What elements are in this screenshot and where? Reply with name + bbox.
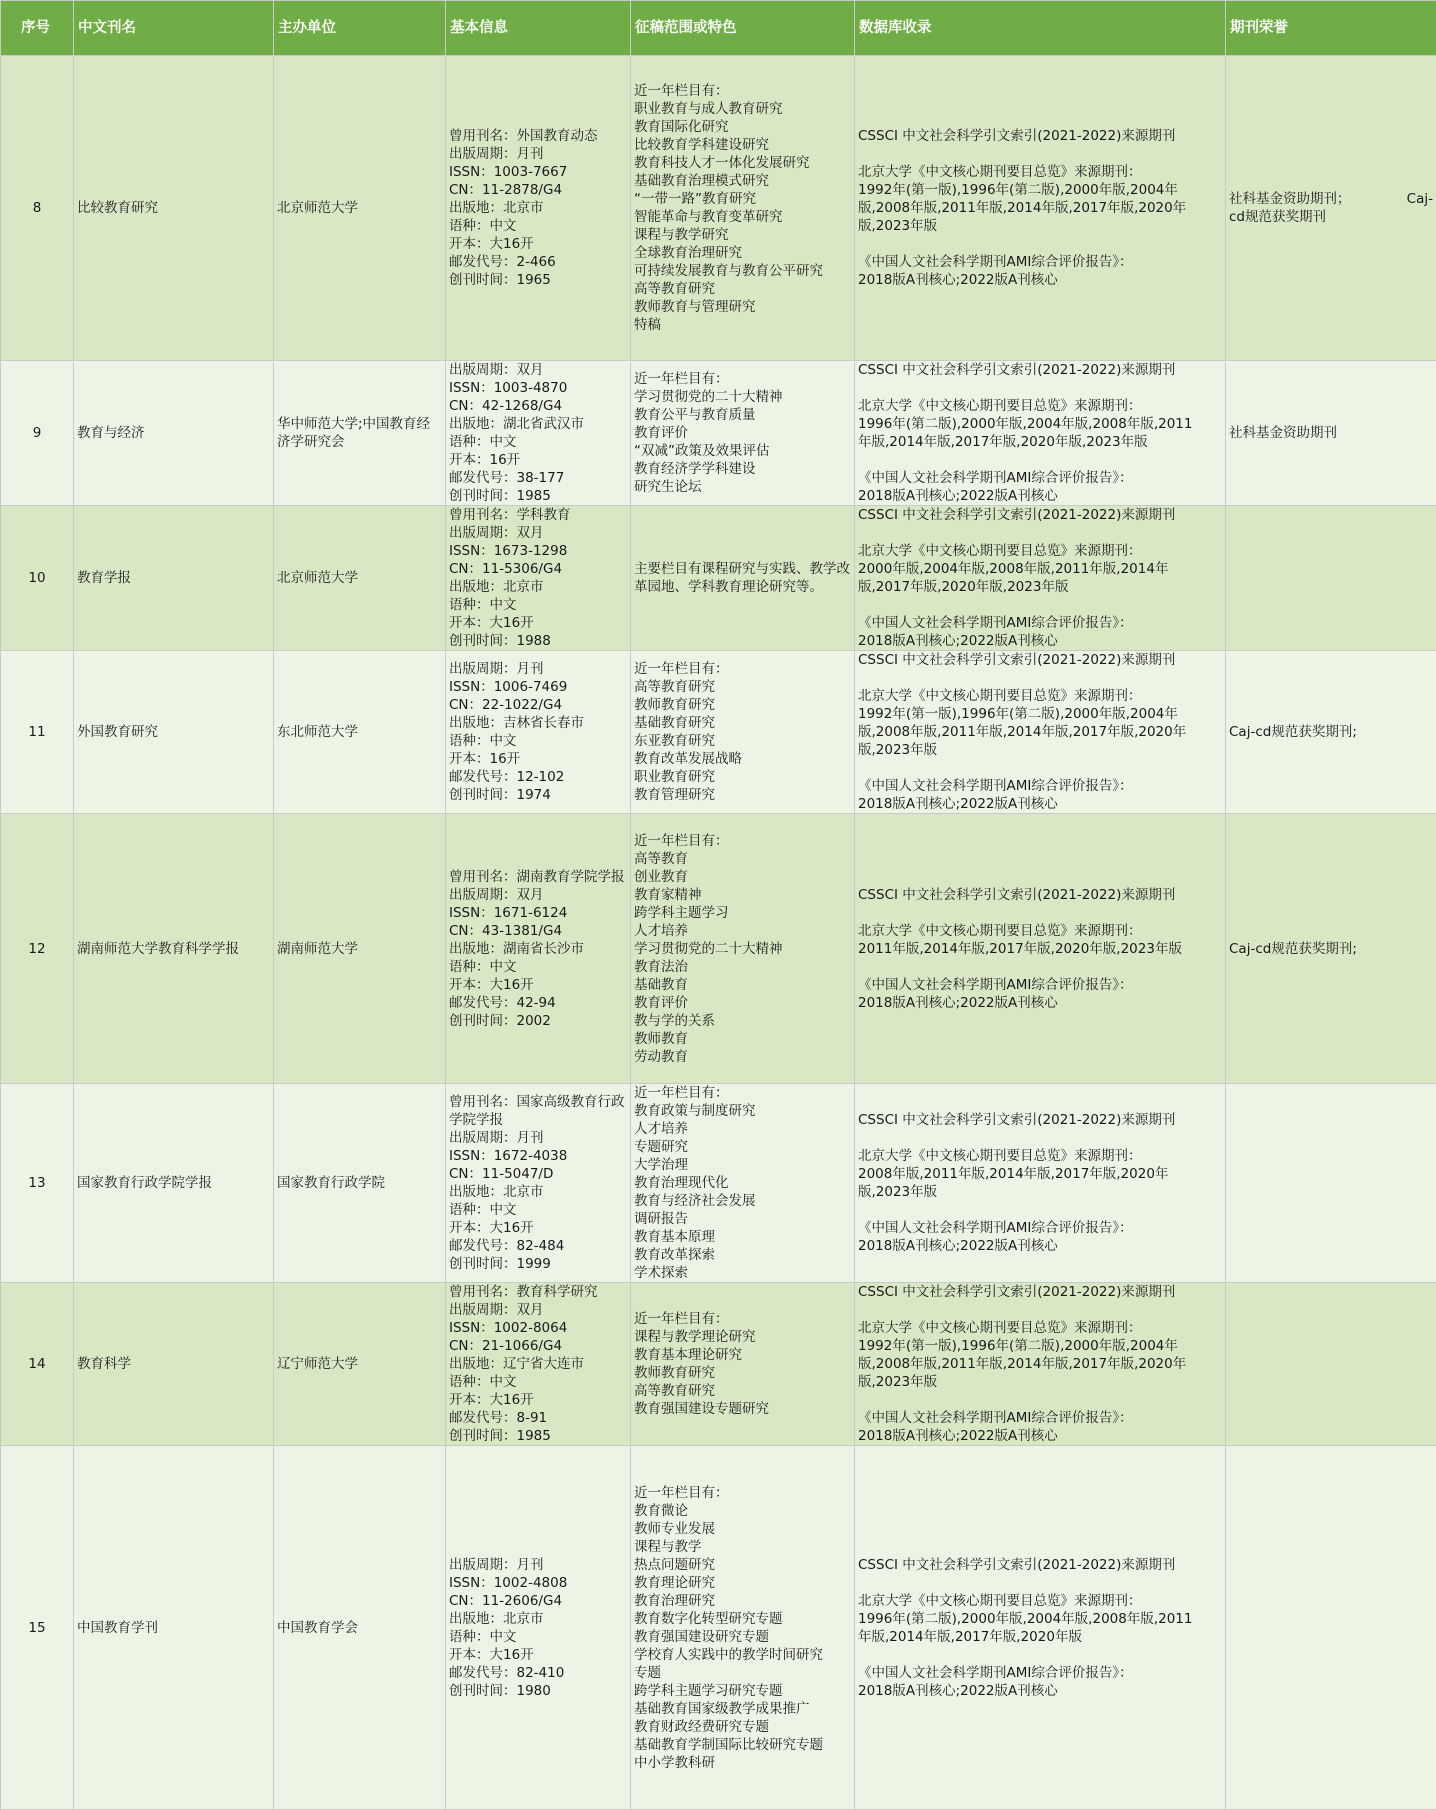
cssci-line: CSSCI 中文社会科学引文索引(2021-2022)来源期刊 (858, 127, 1222, 145)
pku-title: 北京大学《中文核心期刊要目总览》来源期刊： (858, 1147, 1222, 1165)
info-line: 语种：中文 (449, 958, 627, 976)
scope-line: 教育强国建设研究专题 (634, 1628, 851, 1646)
info-line: CN：11-2878/G4 (449, 181, 627, 199)
scope-line: 大学治理 (634, 1156, 851, 1174)
pku-line: 版,2023年版 (858, 217, 1222, 235)
cell-seq: 15 (1, 1446, 74, 1810)
info-line: ISSN：1002-8064 (449, 1319, 627, 1337)
info-line: CN：11-2606/G4 (449, 1592, 627, 1610)
cell-db (855, 814, 1226, 1084)
header-db: 数据库收录 (855, 1, 1226, 56)
pku-line: 年版,2014年版,2017年版,2020年版 (858, 1628, 1222, 1646)
pku-title: 北京大学《中文核心期刊要目总览》来源期刊： (858, 542, 1222, 560)
info-line: 出版地：北京市 (449, 1610, 627, 1628)
pku-line: 版,2008年版,2011年版,2014年版,2017年版,2020年 (858, 199, 1222, 217)
cell-host: 华中师范大学;中国教育经济学研究会 (274, 361, 446, 506)
pku-title: 北京大学《中文核心期刊要目总览》来源期刊： (858, 922, 1222, 940)
info-line: 出版周期：双月 (449, 361, 627, 379)
scope-line: “一带一路”教育研究 (634, 190, 851, 208)
info-line: 曾用刊名：湖南教育学院学报 (449, 868, 627, 886)
info-line: 出版地：辽宁省大连市 (449, 1355, 627, 1373)
info-line: 语种：中文 (449, 433, 627, 451)
table-row (1, 56, 1436, 361)
scope-line: 人才培养 (634, 1120, 851, 1138)
ami-line: 2018版A刊核心;2022版A刊核心 (858, 632, 1222, 650)
cell-honor (1226, 1446, 1436, 1810)
cell-host: 北京师范大学 (274, 506, 446, 651)
scope-line: 创业教育 (634, 868, 851, 886)
cell-info (446, 1446, 631, 1810)
cell-honor (1226, 361, 1436, 506)
info-line: 出版地：湖南省长沙市 (449, 940, 627, 958)
scope-line: 基础教育 (634, 976, 851, 994)
scope-line: 教育管理研究 (634, 786, 851, 804)
pku-line: 年版,2014年版,2017年版,2020年版,2023年版 (858, 433, 1222, 451)
cell-info (446, 506, 631, 651)
scope-line: 教师专业发展 (634, 1520, 851, 1538)
info-line: 语种：中文 (449, 217, 627, 235)
cell-seq: 13 (1, 1084, 74, 1283)
scope-line: 跨学科主题学习研究专题 (634, 1682, 851, 1700)
table-row (1, 361, 1436, 506)
info-line: 创刊时间：1985 (449, 487, 627, 505)
scope-line: 教育评价 (634, 994, 851, 1012)
ami-line: 2018版A刊核心;2022版A刊核心 (858, 795, 1222, 813)
scope-line: 教师教育 (634, 1030, 851, 1048)
scope-line: 高等教育 (634, 850, 851, 868)
scope-line: 中小学教科研 (634, 1754, 851, 1772)
info-line: 邮发代号：8-91 (449, 1409, 627, 1427)
scope-line: 专题研究 (634, 1138, 851, 1156)
scope-line: 教育治理现代化 (634, 1174, 851, 1192)
info-line: 开本：大16开 (449, 614, 627, 632)
scope-line: 基础教育研究 (634, 714, 851, 732)
honor-right: Caj- (1407, 190, 1433, 208)
cell-db (855, 651, 1226, 814)
info-line: 曾用刊名：国家高级教育行政学院学报 (449, 1093, 627, 1129)
cssci-line: CSSCI 中文社会科学引文索引(2021-2022)来源期刊 (858, 886, 1222, 904)
scope-line: “双减”政策及效果评估 (634, 442, 851, 460)
scope-line: 学校育人实践中的教学时间研究 (634, 1646, 851, 1664)
scope-line: 教育与经济社会发展 (634, 1192, 851, 1210)
info-line: 开本：16开 (449, 750, 627, 768)
scope-line: 可持续发展教育与教育公平研究 (634, 262, 851, 280)
info-line: 创刊时间：1980 (449, 1682, 627, 1700)
cell-scope (631, 1283, 855, 1446)
pku-title: 北京大学《中文核心期刊要目总览》来源期刊： (858, 1319, 1222, 1337)
scope-line: 学术探索 (634, 1264, 851, 1282)
table-row (1, 1446, 1436, 1810)
scope-line: 教师教育与管理研究 (634, 298, 851, 316)
scope-line: 劳动教育 (634, 1048, 851, 1066)
info-line: 出版地：吉林省长春市 (449, 714, 627, 732)
ami-line: 2018版A刊核心;2022版A刊核心 (858, 1682, 1222, 1700)
info-line: 语种：中文 (449, 1373, 627, 1391)
cell-honor (1226, 56, 1436, 361)
info-line: CN：11-5047/D (449, 1165, 627, 1183)
cell-host: 北京师范大学 (274, 56, 446, 361)
scope-line: 教育微论 (634, 1502, 851, 1520)
info-line: CN：21-1066/G4 (449, 1337, 627, 1355)
cssci-line: CSSCI 中文社会科学引文索引(2021-2022)来源期刊 (858, 506, 1222, 524)
header-info: 基本信息 (446, 1, 631, 56)
info-line: 出版周期：双月 (449, 886, 627, 904)
cell-info (446, 814, 631, 1084)
ami-title: 《中国人文社会科学期刊AMI综合评价报告》： (858, 469, 1222, 487)
scope-line: 教育治理研究 (634, 1592, 851, 1610)
cell-honor (1226, 814, 1436, 1084)
pku-line: 1996年(第二版),2000年版,2004年版,2008年版,2011 (858, 415, 1222, 433)
info-line: 出版地：北京市 (449, 199, 627, 217)
scope-line: 研究生论坛 (634, 478, 851, 496)
info-line: 语种：中文 (449, 1201, 627, 1219)
pku-line: 版,2008年版,2011年版,2014年版,2017年版,2020年 (858, 1355, 1222, 1373)
cell-info (446, 1084, 631, 1283)
info-line: 出版周期：月刊 (449, 660, 627, 678)
scope-line: 教育法治 (634, 958, 851, 976)
cell-name: 教育学报 (74, 506, 274, 651)
scope-line: 教育理论研究 (634, 1574, 851, 1592)
table-row (1, 814, 1436, 1084)
scope-line: 课程与教学理论研究 (634, 1328, 851, 1346)
info-line: 创刊时间：1974 (449, 786, 627, 804)
info-line: 出版周期：月刊 (449, 145, 627, 163)
info-line: 邮发代号：82-410 (449, 1664, 627, 1682)
info-line: 曾用刊名：外国教育动态 (449, 127, 627, 145)
cell-host: 中国教育学会 (274, 1446, 446, 1810)
honor-text: Caj-cd规范获奖期刊; (1229, 723, 1433, 741)
scope-line: 近一年栏目有： (634, 370, 851, 388)
pku-title: 北京大学《中文核心期刊要目总览》来源期刊： (858, 1592, 1222, 1610)
scope-line: 学习贯彻党的二十大精神 (634, 940, 851, 958)
pku-line: 版,2008年版,2011年版,2014年版,2017年版,2020年 (858, 723, 1222, 741)
ami-line: 2018版A刊核心;2022版A刊核心 (858, 994, 1222, 1012)
pku-title: 北京大学《中文核心期刊要目总览》来源期刊： (858, 397, 1222, 415)
honor-line (1229, 190, 1433, 208)
info-line: CN：43-1381/G4 (449, 922, 627, 940)
scope-line: 近一年栏目有： (634, 1484, 851, 1502)
ami-line: 2018版A刊核心;2022版A刊核心 (858, 1427, 1222, 1445)
cell-info (446, 651, 631, 814)
pku-line: 1992年(第一版),1996年(第二版),2000年版,2004年 (858, 1337, 1222, 1355)
table-row (1, 1084, 1436, 1283)
scope-line: 课程与教学 (634, 1538, 851, 1556)
pku-line: 版,2023年版 (858, 741, 1222, 759)
scope-line: 教育改革发展战略 (634, 750, 851, 768)
info-line: 开本：大16开 (449, 976, 627, 994)
header-honor: 期刊荣誉 (1226, 1, 1436, 56)
scope-line: 职业教育与成人教育研究 (634, 100, 851, 118)
cell-info (446, 56, 631, 361)
info-line: 创刊时间：1985 (449, 1427, 627, 1445)
info-line: ISSN：1671-6124 (449, 904, 627, 922)
scope-line: 教育科技人才一体化发展研究 (634, 154, 851, 172)
scope-line: 近一年栏目有： (634, 660, 851, 678)
info-line: 出版周期：月刊 (449, 1556, 627, 1574)
cell-host: 国家教育行政学院 (274, 1084, 446, 1283)
cell-name: 中国教育学刊 (74, 1446, 274, 1810)
cell-name: 比较教育研究 (74, 56, 274, 361)
cell-scope (631, 1084, 855, 1283)
cssci-line: CSSCI 中文社会科学引文索引(2021-2022)来源期刊 (858, 1556, 1222, 1574)
info-line: ISSN：1672-4038 (449, 1147, 627, 1165)
cell-db (855, 1084, 1226, 1283)
cell-seq: 11 (1, 651, 74, 814)
cssci-line: CSSCI 中文社会科学引文索引(2021-2022)来源期刊 (858, 1111, 1222, 1129)
cell-honor (1226, 651, 1436, 814)
info-line: 开本：大16开 (449, 1646, 627, 1664)
info-line: ISSN：1673-1298 (449, 542, 627, 560)
pku-title: 北京大学《中文核心期刊要目总览》来源期刊： (858, 687, 1222, 705)
pku-line: 版,2017年版,2020年版,2023年版 (858, 578, 1222, 596)
scope-line: 近一年栏目有： (634, 832, 851, 850)
scope-line: 全球教育治理研究 (634, 244, 851, 262)
info-line: 创刊时间：1999 (449, 1255, 627, 1273)
cell-honor (1226, 506, 1436, 651)
scope-line: 近一年栏目有： (634, 82, 851, 100)
info-line: 邮发代号：2-466 (449, 253, 627, 271)
header-scope: 征稿范围或特色 (631, 1, 855, 56)
info-line: 出版周期：双月 (449, 1301, 627, 1319)
scope-line: 教育强国建设专题研究 (634, 1400, 851, 1418)
scope-line: 教育家精神 (634, 886, 851, 904)
cell-info (446, 361, 631, 506)
scope-line: 近一年栏目有： (634, 1084, 851, 1102)
ami-title: 《中国人文社会科学期刊AMI综合评价报告》： (858, 253, 1222, 271)
scope-line: 比较教育学科建设研究 (634, 136, 851, 154)
ami-title: 《中国人文社会科学期刊AMI综合评价报告》： (858, 1664, 1222, 1682)
info-line: 语种：中文 (449, 596, 627, 614)
info-line: ISSN：1003-4870 (449, 379, 627, 397)
scope-line: 东亚教育研究 (634, 732, 851, 750)
ami-line: 2018版A刊核心;2022版A刊核心 (858, 1237, 1222, 1255)
cell-host: 辽宁师范大学 (274, 1283, 446, 1446)
scope-line: 基础教育学制国际比较研究专题 (634, 1736, 851, 1754)
scope-line: 教育财政经费研究专题 (634, 1718, 851, 1736)
scope-line: 专题 (634, 1664, 851, 1682)
scope-line: 学习贯彻党的二十大精神 (634, 388, 851, 406)
info-line: 邮发代号：12-102 (449, 768, 627, 786)
scope-line: 特稿 (634, 316, 851, 334)
scope-line: 教育改革探索 (634, 1246, 851, 1264)
cell-host: 湖南师范大学 (274, 814, 446, 1084)
info-line: 创刊时间：2002 (449, 1012, 627, 1030)
header-row (1, 1, 1436, 56)
info-line: ISSN：1003-7667 (449, 163, 627, 181)
ami-title: 《中国人文社会科学期刊AMI综合评价报告》： (858, 1409, 1222, 1427)
cell-seq: 12 (1, 814, 74, 1084)
info-line: 曾用刊名：学科教育 (449, 506, 627, 524)
honor-left: 社科基金资助期刊； (1229, 190, 1351, 208)
info-line: 开本：大16开 (449, 235, 627, 253)
cell-db (855, 56, 1226, 361)
info-line: 开本：大16开 (449, 1219, 627, 1237)
honor-text: Caj-cd规范获奖期刊; (1229, 940, 1433, 958)
header-seq: 序号 (1, 1, 74, 56)
cell-honor (1226, 1283, 1436, 1446)
scope-line: 高等教育研究 (634, 280, 851, 298)
ami-title: 《中国人文社会科学期刊AMI综合评价报告》： (858, 777, 1222, 795)
cell-name: 国家教育行政学院学报 (74, 1084, 274, 1283)
pku-line: 版,2023年版 (858, 1373, 1222, 1391)
cell-scope (631, 361, 855, 506)
info-line: ISSN：1006-7469 (449, 678, 627, 696)
cell-host: 东北师范大学 (274, 651, 446, 814)
scope-line: 近一年栏目有： (634, 1310, 851, 1328)
cell-seq: 10 (1, 506, 74, 651)
info-line: 出版地：北京市 (449, 578, 627, 596)
cell-db (855, 1446, 1226, 1810)
info-line: 创刊时间：1965 (449, 271, 627, 289)
cell-db (855, 361, 1226, 506)
cssci-line: CSSCI 中文社会科学引文索引(2021-2022)来源期刊 (858, 361, 1222, 379)
scope-line: 高等教育研究 (634, 678, 851, 696)
pku-line: 1996年(第二版),2000年版,2004年版,2008年版,2011 (858, 1610, 1222, 1628)
info-line: 出版地：北京市 (449, 1183, 627, 1201)
cell-name: 湖南师范大学教育科学学报 (74, 814, 274, 1084)
scope-line: 跨学科主题学习 (634, 904, 851, 922)
cell-seq: 14 (1, 1283, 74, 1446)
info-line: CN：42-1268/G4 (449, 397, 627, 415)
header-name: 中文刊名 (74, 1, 274, 56)
table-row (1, 651, 1436, 814)
cell-name: 教育科学 (74, 1283, 274, 1446)
scope-line: 课程与教学研究 (634, 226, 851, 244)
table-row (1, 506, 1436, 651)
info-line: 邮发代号：38-177 (449, 469, 627, 487)
scope-line: 教育评价 (634, 424, 851, 442)
scope-line: 教育数字化转型研究专题 (634, 1610, 851, 1628)
scope-line: 教师教育研究 (634, 1364, 851, 1382)
scope-line: 基础教育治理模式研究 (634, 172, 851, 190)
ami-title: 《中国人文社会科学期刊AMI综合评价报告》： (858, 1219, 1222, 1237)
honor-text: 社科基金资助期刊 (1229, 424, 1433, 442)
cell-scope (631, 814, 855, 1084)
info-line: 曾用刊名：教育科学研究 (449, 1283, 627, 1301)
scope-line: 教育基本原理 (634, 1228, 851, 1246)
scope-line: 智能革命与教育变革研究 (634, 208, 851, 226)
info-line: 开本：16开 (449, 451, 627, 469)
pku-line: 2011年版,2014年版,2017年版,2020年版,2023年版 (858, 940, 1222, 958)
scope-line: 人才培养 (634, 922, 851, 940)
info-line: CN：11-5306/G4 (449, 560, 627, 578)
cell-db (855, 1283, 1226, 1446)
info-line: 开本：大16开 (449, 1391, 627, 1409)
info-line: 邮发代号：42-94 (449, 994, 627, 1012)
scope-line: 教师教育研究 (634, 696, 851, 714)
scope-line: 教与学的关系 (634, 1012, 851, 1030)
cell-seq: 8 (1, 56, 74, 361)
scope-line: 基础教育国家级教学成果推广 (634, 1700, 851, 1718)
scope-line: 教育公平与教育质量 (634, 406, 851, 424)
cssci-line: CSSCI 中文社会科学引文索引(2021-2022)来源期刊 (858, 1283, 1222, 1301)
pku-line: 1992年(第一版),1996年(第二版),2000年版,2004年 (858, 181, 1222, 199)
info-line: 邮发代号：82-484 (449, 1237, 627, 1255)
scope-line: 教育国际化研究 (634, 118, 851, 136)
cell-db (855, 506, 1226, 651)
cell-scope (631, 651, 855, 814)
cell-name: 教育与经济 (74, 361, 274, 506)
pku-line: 2008年版,2011年版,2014年版,2017年版,2020年 (858, 1165, 1222, 1183)
table-row (1, 1283, 1436, 1446)
info-line: CN：22-1022/G4 (449, 696, 627, 714)
cell-name: 外国教育研究 (74, 651, 274, 814)
info-line: 出版地：湖北省武汉市 (449, 415, 627, 433)
ami-line: 2018版A刊核心;2022版A刊核心 (858, 271, 1222, 289)
ami-line: 2018版A刊核心;2022版A刊核心 (858, 487, 1222, 505)
cell-info (446, 1283, 631, 1446)
cell-scope (631, 1446, 855, 1810)
scope-line: 教育经济学学科建设 (634, 460, 851, 478)
scope-line: 教育政策与制度研究 (634, 1102, 851, 1120)
honor-second: cd规范获奖期刊 (1229, 208, 1433, 226)
header-host: 主办单位 (274, 1, 446, 56)
pku-line: 2000年版,2004年版,2008年版,2011年版,2014年 (858, 560, 1222, 578)
info-line: 语种：中文 (449, 1628, 627, 1646)
cell-scope (631, 506, 855, 651)
cell-honor (1226, 1084, 1436, 1283)
info-line: ISSN：1002-4808 (449, 1574, 627, 1592)
scope-line: 调研报告 (634, 1210, 851, 1228)
ami-title: 《中国人文社会科学期刊AMI综合评价报告》： (858, 614, 1222, 632)
cell-scope (631, 56, 855, 361)
info-line: 出版周期：双月 (449, 524, 627, 542)
scope-text: 主要栏目有课程研究与实践、教学改革园地、学科教育理论研究等。 (634, 560, 851, 596)
info-line: 创刊时间：1988 (449, 632, 627, 650)
info-line: 语种：中文 (449, 732, 627, 750)
scope-line: 职业教育研究 (634, 768, 851, 786)
scope-line: 教育基本理论研究 (634, 1346, 851, 1364)
pku-title: 北京大学《中文核心期刊要目总览》来源期刊： (858, 163, 1222, 181)
scope-line: 热点问题研究 (634, 1556, 851, 1574)
cssci-line: CSSCI 中文社会科学引文索引(2021-2022)来源期刊 (858, 651, 1222, 669)
info-line: 出版周期：月刊 (449, 1129, 627, 1147)
cell-seq: 9 (1, 361, 74, 506)
scope-line: 高等教育研究 (634, 1382, 851, 1400)
pku-line: 版,2023年版 (858, 1183, 1222, 1201)
ami-title: 《中国人文社会科学期刊AMI综合评价报告》： (858, 976, 1222, 994)
pku-line: 1992年(第一版),1996年(第二版),2000年版,2004年 (858, 705, 1222, 723)
